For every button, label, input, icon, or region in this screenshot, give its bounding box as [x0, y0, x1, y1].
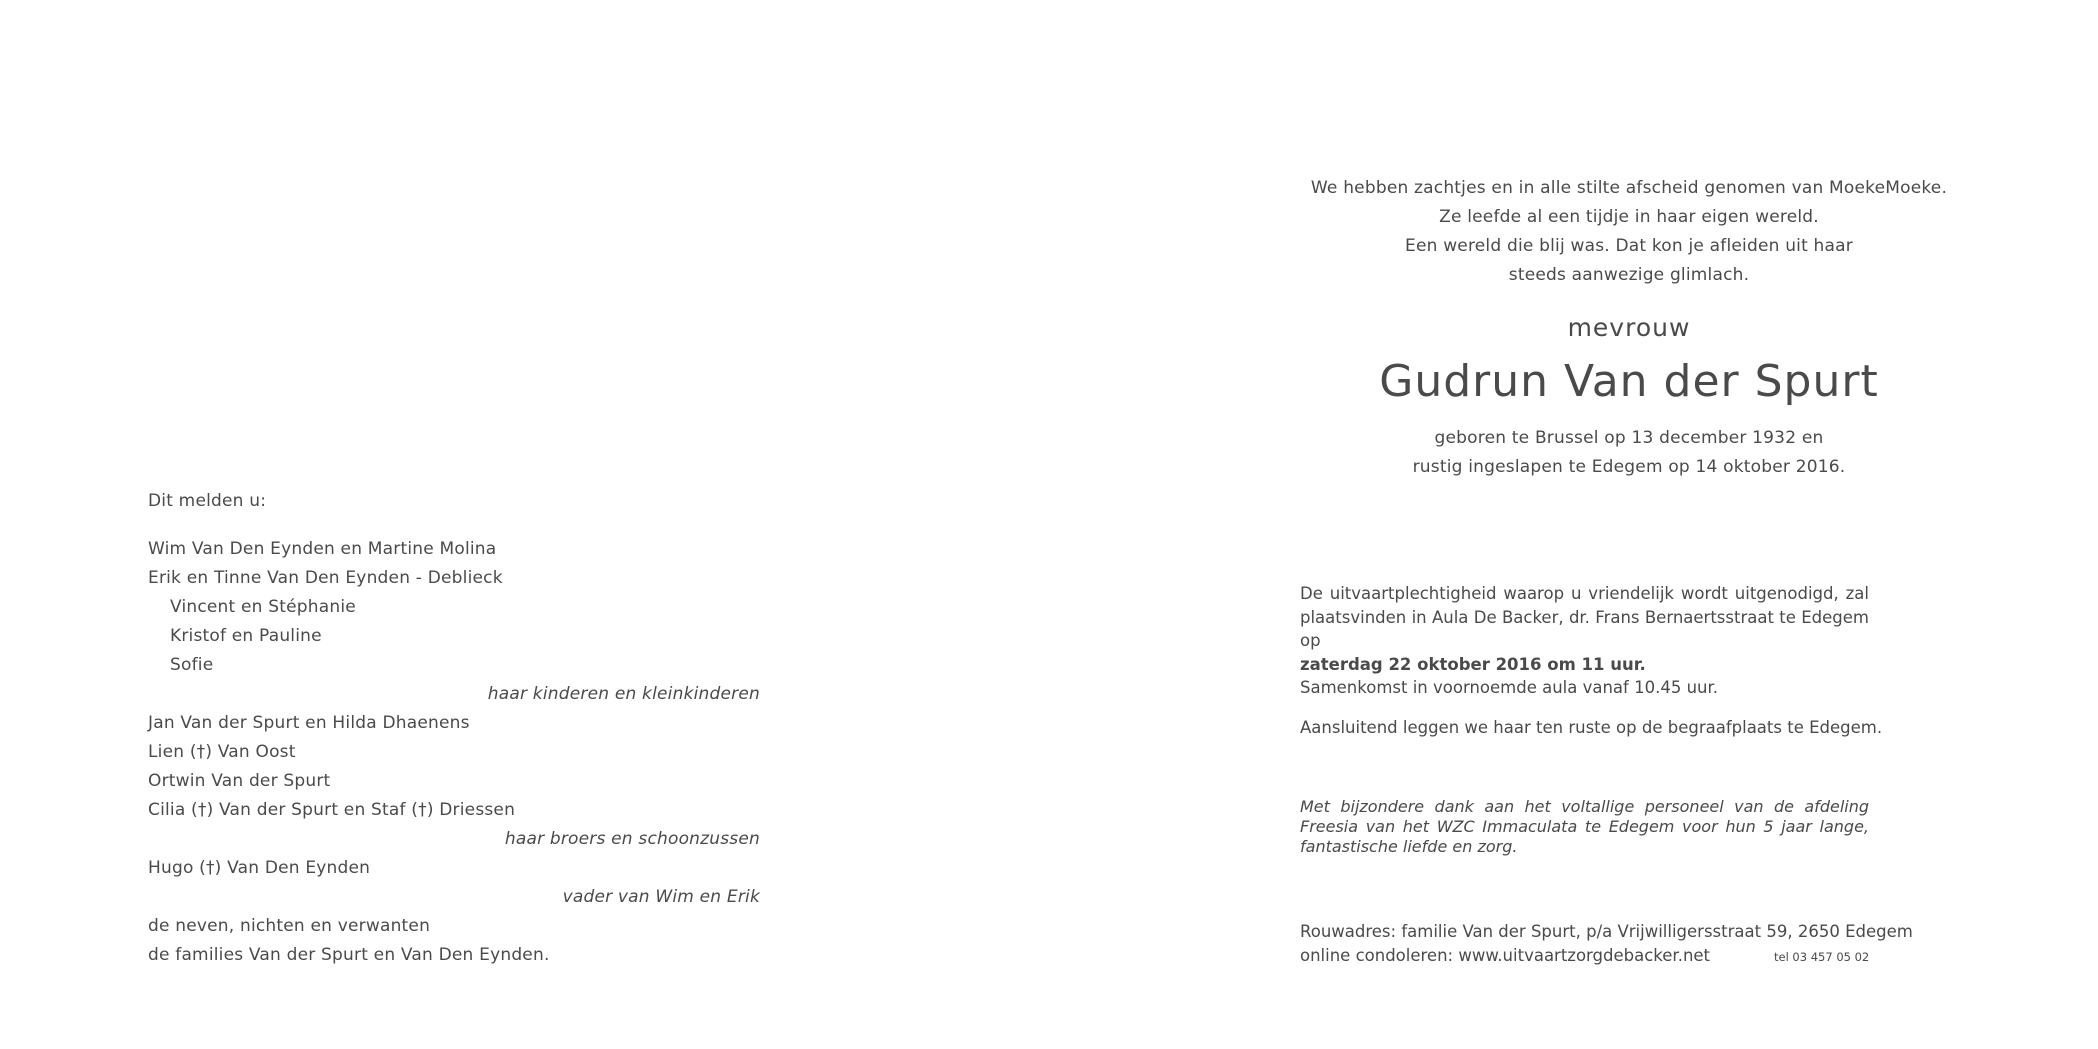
quote-line: Ze leefde al een tijdje in haar eigen wereld.	[1439, 207, 1819, 227]
family-member-line: de families Van der Spurt en Van Den Eynden.	[148, 945, 550, 965]
family-member-line: de neven, nichten en verwanten	[148, 916, 431, 936]
quote-line: steeds aanwezige glimlach.	[1508, 265, 1750, 285]
family-lines	[148, 535, 760, 970]
thanks-note: Met bijzondere dank aan het voltallige personeel van de afdeling Freesia van het WZC Immaculata te Edegem voor hun 5 jaar lange, fantastische liefde en zorg.	[1300, 797, 1869, 856]
life-dates	[1249, 424, 2009, 482]
family-member-line: Erik en Tinne Van Den Eynden - Deblieck	[148, 568, 503, 588]
family-member-line: Vincent en Stéphanie	[170, 597, 356, 617]
burial-note: Aansluitend leggen we haar ten ruste op de begraafplaats te Edegem.	[1300, 718, 1883, 737]
relationship-label: vader van Wim en Erik	[562, 887, 760, 907]
mourning-address: Rouwadres: familie Van der Spurt, p/a Vrijwilligersstraat 59, 2650 Edegem	[1300, 922, 1913, 941]
family-member-line: Hugo (†) Van Den Eynden	[148, 858, 371, 878]
quote-line: Een wereld die blij was. Dat kon je afleiden uit haar	[1405, 236, 1853, 256]
death-line: rustig ingeslapen te Edegem op 14 oktober 2016.	[1412, 457, 1846, 477]
honorific: mevrouw	[1567, 313, 1691, 342]
relationship-label: haar kinderen en kleinkinderen	[487, 684, 760, 704]
family-member-line: Wim Van Den Eynden en Martine Molina	[148, 539, 497, 559]
family-member-line: Ortwin Van der Spurt	[148, 771, 331, 791]
right-page	[1049, 0, 2098, 1049]
family-list	[148, 487, 760, 970]
gathering-time: Samenkomst in voornoemde aula vanaf 10.45 uur.	[1300, 678, 1719, 697]
opening-quote	[1249, 174, 2009, 290]
deceased-name: Gudrun Van der Spurt	[1379, 356, 1879, 407]
ceremony-date: zaterdag 22 oktober 2016 om 11 uur.	[1300, 654, 1646, 674]
family-member-line: Lien (†) Van Oost	[148, 742, 296, 762]
announcement-intro: Dit melden u:	[148, 491, 267, 511]
quote-line: We hebben zachtjes en in alle stilte afscheid genomen van MoekeMoeke.	[1310, 178, 1948, 198]
ceremony-announcement	[1300, 582, 1869, 676]
relationship-label: haar broers en schoonzussen	[504, 829, 760, 849]
family-member-line: Cilia (†) Van der Spurt en Staf (†) Driessen	[148, 800, 516, 820]
family-member-line: Sofie	[170, 655, 214, 675]
family-member-line: Kristof en Pauline	[170, 626, 322, 646]
birth-line: geboren te Brussel op 13 december 1932 en	[1434, 428, 1824, 448]
telephone: tel 03 457 05 02	[1774, 950, 1870, 964]
online-condolences: online condoleren: www.uitvaartzorgdebacker.net	[1300, 946, 1711, 965]
family-member-line: Jan Van der Spurt en Hilda Dhaenens	[148, 713, 470, 733]
ceremony-text: De uitvaartplechtigheid waarop u vriendelijk wordt uitgenodigd, zal plaatsvinden in Aula De Backer, dr. Frans Bernaertsstraat te Edegem op	[1300, 584, 1869, 650]
